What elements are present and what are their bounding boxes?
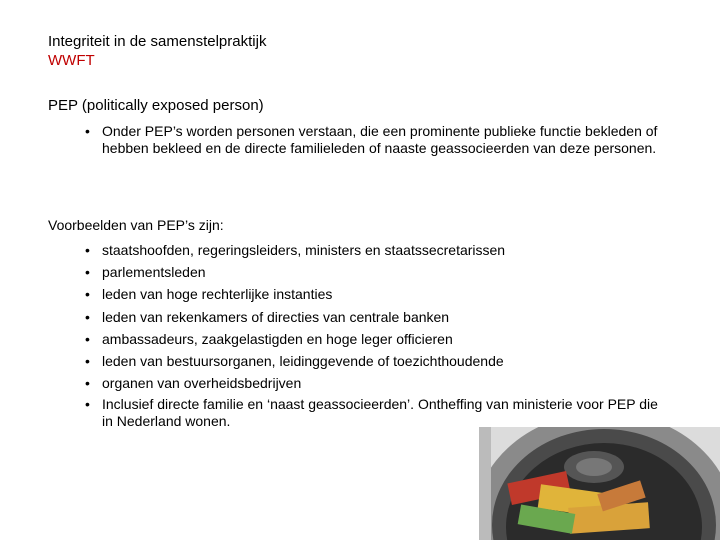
list-item: • organen van overheidsbedrijven	[85, 372, 665, 394]
washing-machine-illustration	[479, 427, 720, 540]
list-item: • staatshoofden, regeringsleiders, ministers en staatssecretarissen	[85, 239, 665, 261]
list-item: • leden van bestuursorganen, leidinggevende of toezichthoudende	[85, 350, 665, 372]
money-laundering-photo	[479, 427, 720, 540]
list-item: • parlementsleden	[85, 261, 665, 283]
list-item: • Inclusief directe familie en ‘naast geassocieerden’. Ontheffing van ministerie voor PEP die in Nederland wonen.	[85, 394, 665, 430]
slide-title: Integriteit in de samenstelpraktijk	[48, 33, 267, 50]
list-item: • Onder PEP’s worden personen verstaan, die een prominente publieke functie bekleden of hebben bekleed en de directe familieleden of naaste geassocieerden van deze personen.	[85, 123, 665, 157]
slide-subtitle: WWFT	[48, 52, 95, 69]
examples-intro: Voorbeelden van PEP’s zijn:	[48, 217, 224, 233]
examples-list	[85, 239, 665, 430]
list-item: • leden van hoge rechterlijke instanties	[85, 283, 665, 305]
section-heading: PEP (politically exposed person)	[48, 97, 264, 114]
list-item: • leden van rekenkamers of directies van centrale banken	[85, 306, 665, 328]
list-item: • ambassadeurs, zaakgelastigden en hoge leger officieren	[85, 328, 665, 350]
definition-list	[85, 123, 665, 157]
